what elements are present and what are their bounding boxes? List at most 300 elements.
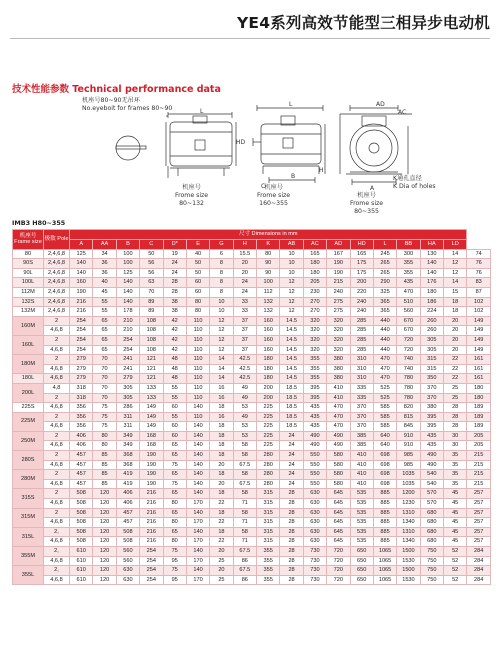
dimension-cell: 87 bbox=[467, 287, 491, 297]
dimension-cell: 508 bbox=[70, 489, 93, 499]
dimension-cell: 50 bbox=[140, 249, 163, 259]
diagram-right-caption-en: Frome size bbox=[350, 200, 384, 208]
dimension-cell: 121 bbox=[140, 364, 163, 374]
dimension-cell: 580 bbox=[327, 451, 350, 461]
dim-l-left: L bbox=[200, 108, 204, 115]
dimension-cell: 189 bbox=[467, 422, 491, 432]
dimension-cell: 230 bbox=[303, 287, 326, 297]
dimension-cell: 435 bbox=[397, 278, 420, 288]
table-row bbox=[13, 431, 491, 441]
dimension-cell: 490 bbox=[327, 431, 350, 441]
dimension-cell: 380 bbox=[327, 374, 350, 384]
dimension-cell: 355 bbox=[257, 547, 280, 557]
dimension-cell: 80 bbox=[186, 297, 209, 307]
header-frame-size: 机座号 Frame size bbox=[13, 230, 44, 250]
dimension-cell: 149 bbox=[467, 345, 491, 355]
spec-table-body bbox=[13, 249, 491, 585]
dimension-cell: 140 bbox=[186, 566, 209, 576]
header-col-b: B bbox=[116, 240, 139, 250]
dimension-cell: 20 bbox=[210, 460, 233, 470]
dimension-cell: 28 bbox=[163, 278, 186, 288]
dimension-cell: 325 bbox=[373, 287, 396, 297]
dimension-cell: 190 bbox=[327, 259, 350, 269]
dimension-cell: 1530 bbox=[397, 575, 420, 585]
dimension-cell: 149 bbox=[467, 316, 491, 326]
frame-size-cell: 250M bbox=[13, 431, 44, 450]
dimension-cell: 275 bbox=[327, 297, 350, 307]
dimension-cell: 349 bbox=[116, 441, 139, 451]
dimension-cell: 20 bbox=[233, 268, 256, 278]
dimension-cell: 315 bbox=[420, 364, 443, 374]
dimension-cell: 37 bbox=[233, 345, 256, 355]
dimension-cell: 435 bbox=[303, 422, 326, 432]
dimension-cell: 1065 bbox=[373, 547, 396, 557]
dimension-cell: 42 bbox=[163, 345, 186, 355]
dimension-cell: 355 bbox=[397, 259, 420, 269]
table-row bbox=[13, 307, 491, 317]
dimension-cell: 42 bbox=[163, 326, 186, 336]
dim-ad-right: AD bbox=[376, 101, 385, 108]
dimension-cell: 435 bbox=[420, 431, 443, 441]
table-row bbox=[13, 287, 491, 297]
dimension-cell: 380 bbox=[327, 355, 350, 365]
frame-size-cell: 355L bbox=[13, 566, 44, 585]
dimension-cell: 885 bbox=[373, 508, 396, 518]
dimension-cell: 680 bbox=[420, 537, 443, 547]
dimension-cell: 12 bbox=[210, 316, 233, 326]
dimension-cell: 102 bbox=[467, 307, 491, 317]
dimension-cell: 650 bbox=[350, 566, 373, 576]
dimension-cell: 580 bbox=[327, 460, 350, 470]
dimension-cell: 65 bbox=[163, 527, 186, 537]
dimension-cell: 24 bbox=[280, 451, 303, 461]
dimension-cell: 42.5 bbox=[233, 374, 256, 384]
dimension-cell: 75 bbox=[93, 403, 116, 413]
dimension-cell: 254 bbox=[70, 335, 93, 345]
dimension-cell: 108 bbox=[140, 326, 163, 336]
pole-cell: 4,8 bbox=[44, 383, 70, 393]
dimension-cell: 570 bbox=[420, 489, 443, 499]
table-row bbox=[13, 383, 491, 393]
dimension-cell: 525 bbox=[373, 393, 396, 403]
dimension-cell: 55 bbox=[93, 297, 116, 307]
dimension-cell: 508 bbox=[70, 518, 93, 528]
dimension-cell: 90 bbox=[257, 259, 280, 269]
dimension-cell: 720 bbox=[327, 556, 350, 566]
table-row bbox=[13, 364, 491, 374]
dimension-cell: 645 bbox=[327, 489, 350, 499]
dimension-cell: 216 bbox=[140, 537, 163, 547]
dimension-cell: 279 bbox=[70, 364, 93, 374]
dimension-cell: 190 bbox=[140, 451, 163, 461]
dimension-cell: 395 bbox=[420, 422, 443, 432]
dimension-cell: 300 bbox=[397, 249, 420, 259]
dimension-cell: 108 bbox=[140, 345, 163, 355]
dimension-cell: 216 bbox=[140, 499, 163, 509]
pole-cell: 4,6,8 bbox=[44, 403, 70, 413]
dimension-cell: 315 bbox=[257, 518, 280, 528]
dimension-cell: 320 bbox=[303, 335, 326, 345]
dimension-cell: 910 bbox=[397, 431, 420, 441]
header-col-ab: AB bbox=[280, 240, 303, 250]
dimension-cell: 1530 bbox=[397, 556, 420, 566]
dimension-cell: 110 bbox=[186, 316, 209, 326]
dimension-cell: 630 bbox=[116, 575, 139, 585]
dimension-cell: 200 bbox=[257, 383, 280, 393]
dimension-cell: 25 bbox=[210, 556, 233, 566]
dimension-cell: 640 bbox=[373, 441, 396, 451]
pole-cell: 2 bbox=[44, 470, 70, 480]
k-hole-label-cn: K通孔直径 bbox=[393, 175, 422, 182]
dimension-cell: 540 bbox=[420, 479, 443, 489]
dimension-cell: 285 bbox=[350, 335, 373, 345]
dimension-cell: 610 bbox=[70, 566, 93, 576]
dimension-cell: 45 bbox=[93, 287, 116, 297]
dimension-cell: 180 bbox=[420, 287, 443, 297]
dimension-cell: 110 bbox=[186, 326, 209, 336]
diagram-right-caption bbox=[350, 192, 383, 216]
dimension-cell: 168 bbox=[140, 441, 163, 451]
dimension-cell: 140 bbox=[116, 278, 139, 288]
dimension-cell: 210 bbox=[116, 326, 139, 336]
dimension-cell: 284 bbox=[467, 556, 491, 566]
dimension-cell: 42 bbox=[163, 335, 186, 345]
dimension-cell: 257 bbox=[467, 527, 491, 537]
dimension-cell: 161 bbox=[467, 374, 491, 384]
dimension-cell: 28 bbox=[280, 556, 303, 566]
dimension-cell: 14 bbox=[444, 278, 467, 288]
dimension-cell: 12 bbox=[280, 297, 303, 307]
dimension-cell: 42 bbox=[163, 316, 186, 326]
pole-cell: 2,4,6,8 bbox=[44, 259, 70, 269]
header-col-a: A bbox=[70, 240, 93, 250]
dimension-cell: 63 bbox=[140, 278, 163, 288]
dimension-cell: 80 bbox=[257, 249, 280, 259]
dim-h-mid: H bbox=[319, 167, 324, 174]
dimension-cell: 305 bbox=[420, 345, 443, 355]
dim-c-mid: C bbox=[261, 183, 266, 190]
table-row bbox=[13, 527, 491, 537]
dimension-cell: 550 bbox=[303, 451, 326, 461]
dimension-cell: 180 bbox=[467, 383, 491, 393]
dimension-cell: 180 bbox=[467, 393, 491, 403]
dimension-cell: 22 bbox=[444, 364, 467, 374]
dimension-cell: 90 bbox=[257, 268, 280, 278]
dim-hd-left: HD bbox=[236, 139, 246, 146]
header-col-c: C bbox=[140, 240, 163, 250]
dimension-cell: 14 bbox=[444, 249, 467, 259]
dimension-cell: 730 bbox=[303, 575, 326, 585]
dimension-cell: 265 bbox=[373, 259, 396, 269]
pole-cell: 4,6,8 bbox=[44, 422, 70, 432]
pole-cell: 4,6,8 bbox=[44, 518, 70, 528]
table-row bbox=[13, 518, 491, 528]
header-col-hd: HD bbox=[350, 240, 373, 250]
dimension-cell: 305 bbox=[116, 393, 139, 403]
dimension-cell: 20 bbox=[233, 259, 256, 269]
dimension-cell: 535 bbox=[350, 489, 373, 499]
dimension-cell: 75 bbox=[163, 566, 186, 576]
page-title: YE4系列高效节能型三相异步电动机 bbox=[237, 14, 490, 32]
frame-size-cell: 160M bbox=[13, 316, 44, 335]
dimension-cell: 1340 bbox=[397, 537, 420, 547]
dimension-cell: 490 bbox=[303, 431, 326, 441]
dimension-cell: 55 bbox=[163, 383, 186, 393]
dimension-cell: 168 bbox=[140, 431, 163, 441]
dimension-cell: 254 bbox=[140, 547, 163, 557]
pole-cell: 4,6,8 bbox=[44, 441, 70, 451]
dimension-cell: 279 bbox=[116, 374, 139, 384]
dimension-cell: 22 bbox=[210, 518, 233, 528]
dimension-cell: 65 bbox=[163, 451, 186, 461]
dimension-cell: 160 bbox=[70, 278, 93, 288]
pole-cell: 2 bbox=[44, 412, 70, 422]
dimension-cell: 37 bbox=[233, 316, 256, 326]
dimension-cell: 24 bbox=[280, 441, 303, 451]
dimension-cell: 170 bbox=[186, 575, 209, 585]
table-row bbox=[13, 278, 491, 288]
frame-size-cell: 315L bbox=[13, 527, 44, 546]
header-poles: 极数 Pole bbox=[44, 230, 70, 250]
dimension-cell: 85 bbox=[93, 451, 116, 461]
pole-cell: 2,4,6,8 bbox=[44, 287, 70, 297]
dimension-cell: 165 bbox=[303, 249, 326, 259]
dimension-cell: 406 bbox=[116, 499, 139, 509]
dimension-cell: 76 bbox=[467, 268, 491, 278]
dimension-cell: 205 bbox=[467, 431, 491, 441]
dimension-cell: 58 bbox=[233, 470, 256, 480]
dimension-cell: 189 bbox=[467, 412, 491, 422]
dimension-cell: 285 bbox=[350, 316, 373, 326]
dimension-cell: 216 bbox=[140, 518, 163, 528]
dimension-cell: 140 bbox=[186, 527, 209, 537]
dimension-cell: 89 bbox=[140, 297, 163, 307]
dimension-cell: 254 bbox=[70, 345, 93, 355]
dimension-cell: 215 bbox=[327, 278, 350, 288]
dimension-cell: 55 bbox=[163, 412, 186, 422]
dimension-cell: 535 bbox=[350, 527, 373, 537]
frame-size-cell: 225M bbox=[13, 412, 44, 431]
pole-cell: 4,6,8 bbox=[44, 575, 70, 585]
table-row bbox=[13, 374, 491, 384]
dimension-cell: 189 bbox=[467, 403, 491, 413]
dimension-cell: 410 bbox=[350, 460, 373, 470]
dimension-cell: 410 bbox=[350, 470, 373, 480]
dimension-cell: 36 bbox=[93, 259, 116, 269]
dimension-cell: 216 bbox=[140, 508, 163, 518]
dimension-cell: 698 bbox=[373, 451, 396, 461]
dimension-cell: 58 bbox=[233, 489, 256, 499]
pole-cell: 2,4,6,8 bbox=[44, 297, 70, 307]
table-row bbox=[13, 412, 491, 422]
dimension-cell: 225 bbox=[257, 412, 280, 422]
dimension-cell: 285 bbox=[350, 326, 373, 336]
dimension-cell: 42.5 bbox=[233, 364, 256, 374]
dimension-cell: 406 bbox=[70, 441, 93, 451]
dimension-cell: 311 bbox=[116, 412, 139, 422]
dimension-cell: 257 bbox=[467, 489, 491, 499]
dimension-cell: 25 bbox=[210, 575, 233, 585]
dimension-cell: 140 bbox=[116, 297, 139, 307]
dimension-cell: 885 bbox=[373, 489, 396, 499]
dimension-cell: 885 bbox=[373, 499, 396, 509]
dimension-cell: 570 bbox=[420, 499, 443, 509]
dimension-cell: 750 bbox=[420, 547, 443, 557]
dimension-cell: 120 bbox=[93, 575, 116, 585]
dimension-cell: 65 bbox=[93, 326, 116, 336]
dimension-cell: 12 bbox=[210, 345, 233, 355]
dimension-cell: 490 bbox=[420, 451, 443, 461]
table-row bbox=[13, 489, 491, 499]
diagram-left-caption-range: 80~132 bbox=[179, 200, 204, 208]
dimension-cell: 645 bbox=[327, 537, 350, 547]
header-col-bb: BB bbox=[397, 240, 420, 250]
dimension-cell: 349 bbox=[116, 431, 139, 441]
dimension-cell: 508 bbox=[70, 499, 93, 509]
dimension-cell: 55 bbox=[93, 307, 116, 317]
dimension-cell: 140 bbox=[186, 431, 209, 441]
dimension-cell: 50 bbox=[186, 259, 209, 269]
dimension-cell: 1065 bbox=[373, 575, 396, 585]
dimension-cell: 320 bbox=[327, 345, 350, 355]
dimension-cell: 740 bbox=[397, 355, 420, 365]
dimension-cell: 1310 bbox=[397, 508, 420, 518]
dimension-cell: 385 bbox=[350, 441, 373, 451]
dimension-cell: 140 bbox=[186, 451, 209, 461]
dimension-cell: 85 bbox=[93, 470, 116, 480]
dimension-cell: 457 bbox=[70, 451, 93, 461]
dimension-cell: 395 bbox=[303, 393, 326, 403]
dimension-cell: 355 bbox=[303, 355, 326, 365]
dimension-cell: 535 bbox=[350, 537, 373, 547]
dimension-cell: 670 bbox=[397, 326, 420, 336]
dimension-cell: 910 bbox=[397, 441, 420, 451]
header-col-d-star: D* bbox=[163, 240, 186, 250]
pole-cell: 2 bbox=[44, 355, 70, 365]
frame-size-cell: 160L bbox=[13, 335, 44, 354]
dimension-cell: 180 bbox=[303, 268, 326, 278]
dimension-cell: 14.5 bbox=[280, 335, 303, 345]
dimension-cell: 16 bbox=[210, 412, 233, 422]
dimension-cell: 457 bbox=[116, 508, 139, 518]
dimension-cell: 95 bbox=[163, 556, 186, 566]
dimension-cell: 205 bbox=[303, 278, 326, 288]
dimension-cell: 750 bbox=[420, 575, 443, 585]
dimension-cell: 18 bbox=[210, 451, 233, 461]
dimension-cell: 140 bbox=[186, 422, 209, 432]
pole-cell: 2,4,6,8 bbox=[44, 268, 70, 278]
dimension-cell: 48 bbox=[163, 364, 186, 374]
dimension-cell: 180 bbox=[257, 355, 280, 365]
dimension-cell: 490 bbox=[327, 441, 350, 451]
title-divider bbox=[10, 38, 490, 39]
dimension-cell: 52 bbox=[444, 547, 467, 557]
dimension-cell: 110 bbox=[186, 393, 209, 403]
dimension-cell: 20 bbox=[444, 345, 467, 355]
dimension-cell: 356 bbox=[70, 412, 93, 422]
dimension-cell: 53 bbox=[233, 403, 256, 413]
pole-cell: 4,6,8 bbox=[44, 345, 70, 355]
table-row bbox=[13, 556, 491, 566]
dimension-cell: 75 bbox=[163, 547, 186, 557]
dimension-cell: 28 bbox=[280, 489, 303, 499]
dimension-cell: 67.5 bbox=[233, 479, 256, 489]
dimension-cell: 58 bbox=[233, 451, 256, 461]
dimension-cell: 28 bbox=[280, 537, 303, 547]
dimension-cell: 8 bbox=[210, 268, 233, 278]
dimension-cell: 985 bbox=[397, 460, 420, 470]
dimension-cell: 18 bbox=[444, 297, 467, 307]
dimension-cell: 130 bbox=[420, 249, 443, 259]
diagram-mid-caption bbox=[257, 184, 290, 208]
dimension-cell: 610 bbox=[70, 575, 93, 585]
dimension-cell: 67.5 bbox=[233, 547, 256, 557]
table-row bbox=[13, 355, 491, 365]
dimension-cell: 149 bbox=[467, 326, 491, 336]
dimension-cell: 380 bbox=[327, 364, 350, 374]
dimension-cell: 241 bbox=[116, 364, 139, 374]
dimension-cell: 45 bbox=[444, 527, 467, 537]
diagram-mid-caption-range: 160~355 bbox=[259, 200, 288, 208]
dimension-cell: 175 bbox=[350, 268, 373, 278]
dimension-cell: 110 bbox=[186, 364, 209, 374]
table-row bbox=[13, 499, 491, 509]
dimension-cell: 53 bbox=[233, 431, 256, 441]
dimension-cell: 28 bbox=[444, 403, 467, 413]
dimension-cell: 45 bbox=[444, 499, 467, 509]
dimension-cell: 1200 bbox=[397, 489, 420, 499]
dimension-cell: 14.5 bbox=[280, 374, 303, 384]
dimension-cell: 355 bbox=[397, 268, 420, 278]
dimension-cell: 820 bbox=[397, 403, 420, 413]
table-row bbox=[13, 441, 491, 451]
dimension-cell: 18 bbox=[210, 470, 233, 480]
dimension-cell: 457 bbox=[116, 518, 139, 528]
dimension-cell: 440 bbox=[373, 345, 396, 355]
pole-cell: 2,4,6,8 bbox=[44, 278, 70, 288]
dimension-cell: 149 bbox=[140, 403, 163, 413]
table-row bbox=[13, 547, 491, 557]
dimension-cell: 215 bbox=[467, 479, 491, 489]
dimension-cell: 20 bbox=[210, 479, 233, 489]
dimension-cell: 85 bbox=[93, 479, 116, 489]
dimension-cell: 48 bbox=[163, 355, 186, 365]
dimension-cell: 630 bbox=[303, 518, 326, 528]
dimension-cell: 160 bbox=[257, 326, 280, 336]
pole-cell: 4,6,8 bbox=[44, 326, 70, 336]
pole-cell: 2 bbox=[44, 508, 70, 518]
frame-size-cell: 100L bbox=[13, 278, 44, 288]
dimension-cell: 58 bbox=[233, 508, 256, 518]
dimension-cell: 149 bbox=[140, 412, 163, 422]
dimension-cell: 630 bbox=[303, 527, 326, 537]
dimension-cell: 508 bbox=[116, 537, 139, 547]
pole-cell: 4,6,8 bbox=[44, 374, 70, 384]
table-row bbox=[13, 335, 491, 345]
dimension-cell: 35 bbox=[444, 479, 467, 489]
dimension-cell: 630 bbox=[303, 537, 326, 547]
dimension-cell: 65 bbox=[93, 345, 116, 355]
frame-size-cell: 200L bbox=[13, 383, 44, 402]
dimension-cell: 40 bbox=[186, 249, 209, 259]
dimension-cell: 48 bbox=[163, 374, 186, 384]
pole-cell: 2 bbox=[44, 451, 70, 461]
dimension-cell: 28 bbox=[444, 412, 467, 422]
dimension-cell: 320 bbox=[327, 316, 350, 326]
dimension-cell: 315 bbox=[257, 527, 280, 537]
dimension-cell: 121 bbox=[140, 355, 163, 365]
header-col-h: H bbox=[233, 240, 256, 250]
